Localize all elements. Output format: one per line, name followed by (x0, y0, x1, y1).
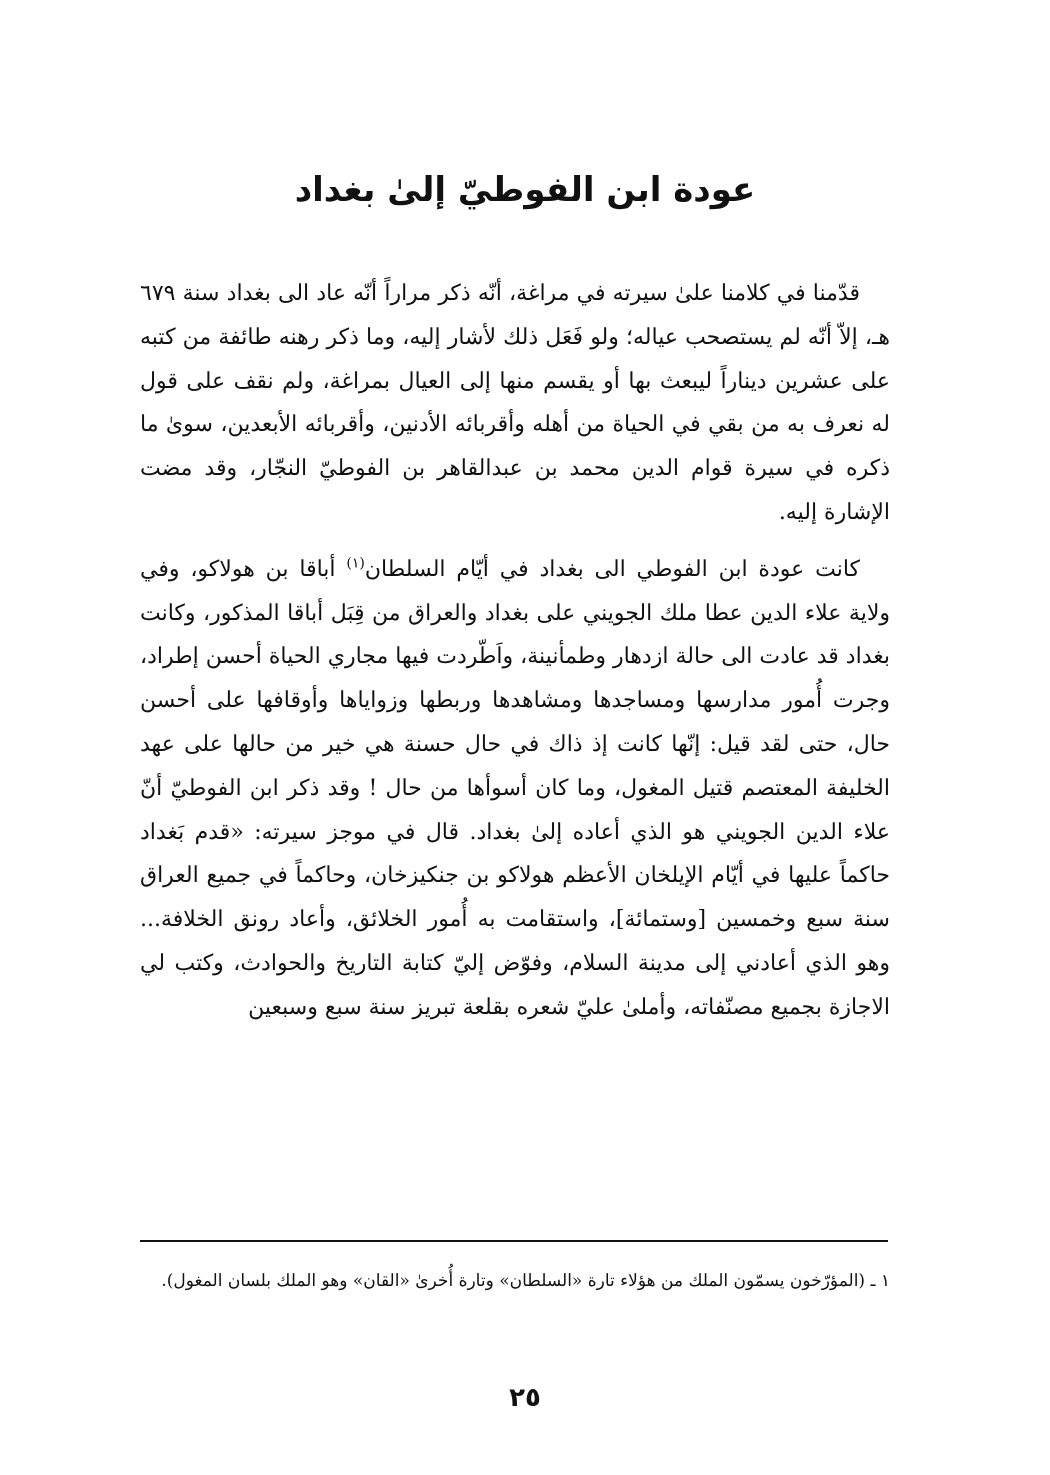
paragraph-2-rest: أباقا بن هولاكو، وفي ولاية علاء الدين عطا ملك الجويني على بغداد والعراق من قِبَل أباقا المذكور، وكانت بغداد قد عادت الى حالة ازدهار وطمأنينة، واَطّردت فيها مجاري الحياة أحسن إطراد، وجرت أُمور مدارسها ومساجدها ومشاهدها وربطها وزواياها وأوقافها على أحسن حال، حتى لقد قيل: إنّها كانت إذ ذاك في حال حسنة هي خير من حالها على عهد الخليفة المعتصم قتيل المغول، وما كان أسوأها من حال ! وقد ذكر ابن الفوطيّ أنّ علاء الدين الجويني هو الذي أعاده إلىٰ بغداد. قال في موجز سيرته: «قدم بَغداد حاكماً عليها في أيّام الإيلخان الأعظم هولاكو بن جنكيزخان، وحاكماً في جميع العراق سنة سبع وخمسين [وستمائة]، واستقامت به أُمور الخلائق، وأعاد رونق الخلافة... وهو الذي أعادني إلى مدينة السلام، وفوّض إليّ كتابة التاريخ والحوادث، وكتب لي الاجازة بجميع مصنّفاته، وأملىٰ عليّ شعره بقلعة تبريز سنة سبع وسبعين (140, 556, 891, 1020)
footnote-divider (140, 1240, 888, 1242)
paragraph-1: قدّمنا في كلامنا علىٰ سيرته في مراغة، أنّه ذكر مراراً أنّه عاد الى بغداد سنة ٦٧٩ هـ، إلاّ أنّه لم يستصحب عياله؛ ولو فَعَل ذلك لأشار إليه، وما ذكر رهنه طائفة من كتبه على عشرين ديناراً ليبعث بها أو يقسم منها إلى العيال بمراغة، ولم نقف على قول له نعرف به من بقي في الحياة من أهله وأقربائه الأدنين، وأقربائه الأبعدين، سوىٰ ما ذكره في سيرة قوام الدين محمد بن عبدالقاهر بن الفوطيّ النجّار، وقد مضت الإشارة إليه. (140, 281, 890, 525)
chapter-title: عودة ابن الفوطيّ إلىٰ بغداد (294, 170, 756, 210)
page-number: ٢٥ (509, 1383, 541, 1413)
footnote: ١ ـ (المؤرّخون يسمّون الملك من هؤلاء تارة «السلطان» وتارة أُخرىٰ «القان» وهو الملك بلسان المغول). (161, 1271, 890, 1291)
footnote-reference: (١) (346, 555, 365, 572)
body-text (140, 272, 890, 1030)
paragraph-2 (140, 548, 890, 1030)
paragraph-2-start: كانت عودة ابن الفوطي الى بغداد في أيّام السلطان (364, 556, 860, 582)
